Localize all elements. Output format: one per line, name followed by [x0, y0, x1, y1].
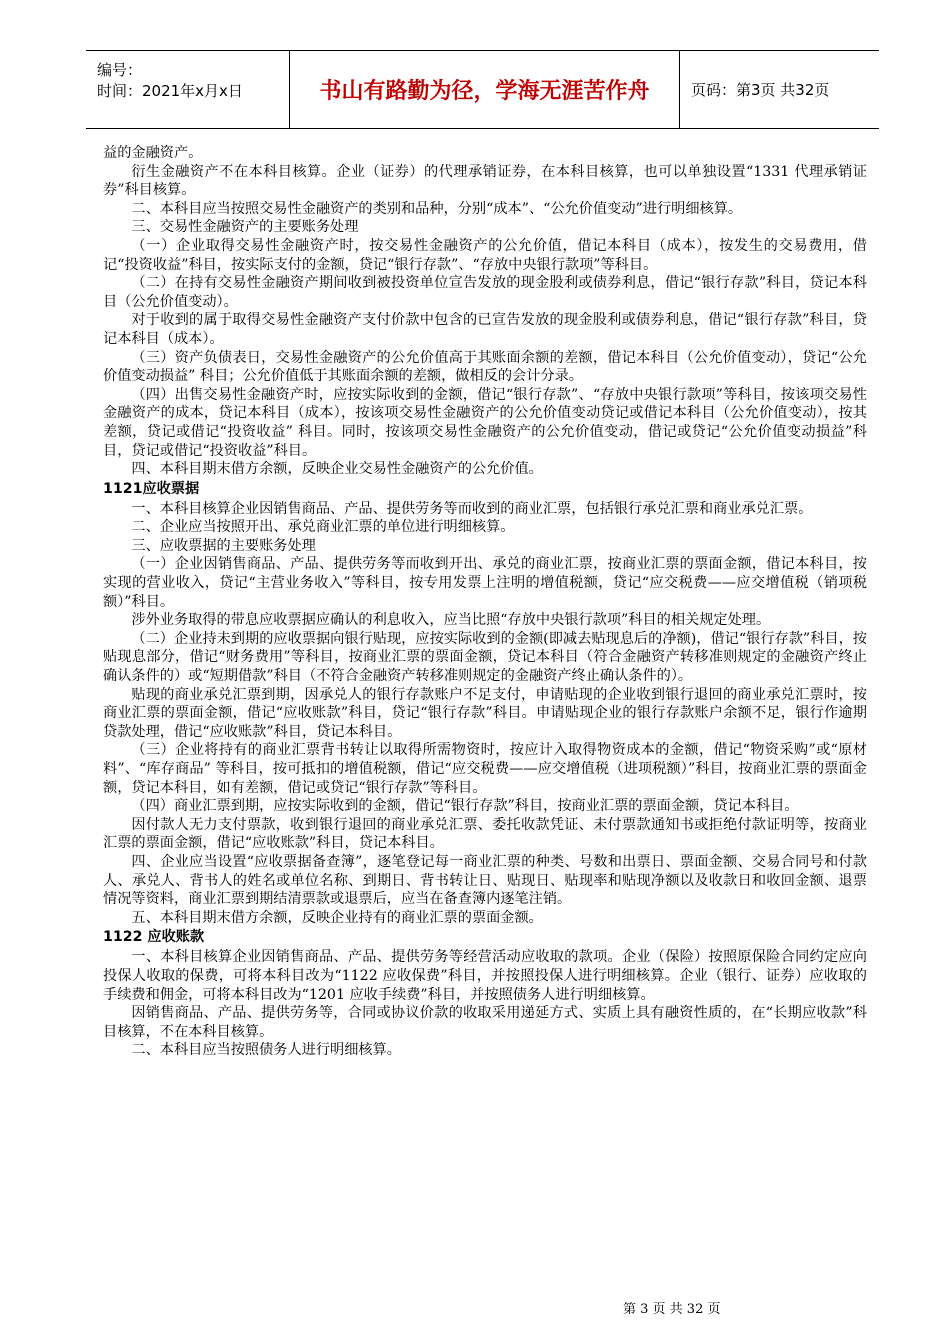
body-paragraph: 四、本科目期末借方余额，反映企业交易性金融资产的公允价值。 [131, 461, 543, 478]
document-number-label: 编号： [97, 61, 143, 79]
header-motto: 书山有路勤为径，学海无涯苦作舟 [290, 51, 680, 128]
page-header [86, 50, 879, 129]
body-paragraph: 衍生金融资产不在本科目核算。企业（证券）的代理承销证券，在本科目核算，也可以单独设置“1331 代理承销证券”科目核算。 [103, 163, 867, 199]
document-body [103, 144, 867, 1060]
body-paragraph: 二、企业应当按照开出、承兑商业汇票的单位进行明细核算。 [131, 519, 515, 536]
body-paragraph: 对于收到的属于取得交易性金融资产支付价款中包含的已宣告发放的现金股利或债券利息，借记“银行存款”科目，贷记本科目（成本）。 [103, 312, 867, 347]
body-paragraph: 三、交易性金融资产的主要账务处理 [131, 219, 359, 236]
header-meta [86, 51, 290, 128]
body-paragraph: 一、本科目核算企业因销售商品、产品、提供劳务等经营活动应收取的款项。企业（保险）按照原保险合同约定应向投保人收取的保费，可将本科目改为“1122 应收保费”科目，并按照投保人进行明细核算。企业（银行、证券）应收取的手续费和佣金，可将本科目改为“1201 应收手续费”科目，并按照债务人进行明细核算。 [103, 949, 867, 1003]
body-paragraph: 二、本科目应当按照债务人进行明细核算。 [131, 1042, 401, 1059]
body-paragraph: 一、本科目核算企业因销售商品、产品、提供劳务等而收到的商业汇票，包括银行承兑汇票和商业承兑汇票。 [131, 500, 813, 517]
body-paragraph: 因付款人无力支付票款，收到银行退回的商业承兑汇票、委托收款凭证、未付票款通知书或拒绝付款证明等，按商业汇票的票面金额，借记“应收账款”科目，贷记本科目。 [103, 816, 867, 852]
body-paragraph: 涉外业务取得的带息应收票据应确认的利息收入，应当比照“存放中央银行款项”科目的相关规定处理。 [131, 612, 771, 629]
body-paragraph: （二）企业持未到期的应收票据向银行贴现，应按实际收到的金额(即减去贴现息后的净额)，借记“银行存款”科目，按贴现息部分，借记“财务费用”等科目，按商业汇票的票面金额，贷记本科目（符合金融资产转移准则规定的金融资产终止确认条件的）或“短期借款”科目（不符合金融资产转移准则规定的金融资产终止确认条件的）。 [103, 630, 867, 685]
body-paragraph: 贴现的商业承兑汇票到期，因承兑人的银行存款账户不足支付，申请贴现的企业收到银行退回的商业承兑汇票时，按商业汇票的票面金额，借记“应收账款”科目，贷记“银行存款”科目。申请贴现企业的银行存款账户余额不足，银行作逾期贷款处理，借记“应收账款”科目，贷记本科目。 [103, 686, 867, 740]
page-footer: 第 3 页 共 32 页 [623, 1302, 721, 1317]
body-paragraph: （四）出售交易性金融资产时，应按实际收到的金额，借记“银行存款”、“存放中央银行款项”等科目，按该项交易性金融资产的成本，贷记本科目（成本），按该项交易性金融资产的公允价值变动贷记或借记本科目（公允价值变动），按其差额，贷记或借记“投资收益” 科目。同时，按该项交易性金融资产的公允价值变动，借记或贷记“公允价值变动损益”科目，贷记或借记“投资收益”科目。 [103, 386, 867, 459]
body-paragraph: 四、企业应当设置“应收票据备查簿”，逐笔登记每一商业汇票的种类、号数和出票日、票面金额、交易合同号和付款人、承兑人、背书人的姓名或单位名称、到期日、背书转让日、贴现日、贴现率和贴现净额以及收款日和收回金额、退票情况等资料，商业汇票到期结清票款或退票后，应当在备查簿内逐笔注销。 [103, 853, 867, 908]
body-paragraph: （三）企业将持有的商业汇票背书转让以取得所需物资时，按应计入取得物资成本的金额，借记“物资采购”或“原材料”、“库存商品” 等科目，按可抵扣的增值税额，借记“应交税费——应交增值税（进项税额）”科目，按商业汇票的票面金额，贷记本科目，如有差额，借记或贷记“银行存款”等科目。 [103, 742, 867, 796]
body-paragraph: （二）在持有交易性金融资产期间收到被投资单位宣告发放的现金股利或债券利息，借记“银行存款”科目，贷记本科目（公允价值变动）。 [103, 275, 867, 310]
body-paragraph: 三、应收票据的主要账务处理 [131, 537, 316, 554]
body-paragraph: 益的金融资产。 [103, 145, 203, 161]
body-paragraph: （一）企业取得交易性金融资产时，按交易性金融资产的公允价值，借记本科目（成本），按发生的交易费用，借记“投资收益”科目，按实际支付的金额，贷记“银行存款”、“存放中央银行款项”等科目。 [103, 237, 867, 273]
body-paragraph: 因销售商品、产品、提供劳务等，合同或协议价款的收取采用递延方式、实质上具有融资性质的，在“长期应收款”科目核算，不在本科目核算。 [103, 1005, 867, 1040]
document-time-label: 时间：2021年x月x日 [97, 82, 243, 100]
body-paragraph: 五、本科目期末借方余额，反映企业持有的商业汇票的票面金额。 [131, 909, 543, 926]
body-paragraph: （三）资产负债表日，交易性金融资产的公允价值高于其账面余额的差额，借记本科目（公允价值变动），贷记“公允价值变动损益” 科目；公允价值低于其账面余额的差额，做相反的会计分录。 [103, 349, 867, 385]
body-paragraph: 二、本科目应当按照交易性金融资产的类别和品种，分别“成本”、“公允价值变动”进行明细核算。 [131, 200, 743, 217]
section-heading: 1121应收票据 [103, 480, 200, 497]
header-page-number: 页码：第3页 共32页 [691, 81, 830, 99]
body-paragraph: （四）商业汇票到期，应按实际收到的金额，借记“银行存款”科目，按商业汇票的票面金额，贷记本科目。 [131, 798, 799, 815]
body-paragraph: （一）企业因销售商品、产品、提供劳务等而收到开出、承兑的商业汇票，按商业汇票的票面金额，借记本科目，按实现的营业收入，贷记“主营业务收入”等科目，按专用发票上注明的增值税额，贷记“应交税费——应交增值税（销项税额）”科目。 [103, 556, 867, 610]
section-heading: 1122 应收账款 [103, 929, 205, 946]
